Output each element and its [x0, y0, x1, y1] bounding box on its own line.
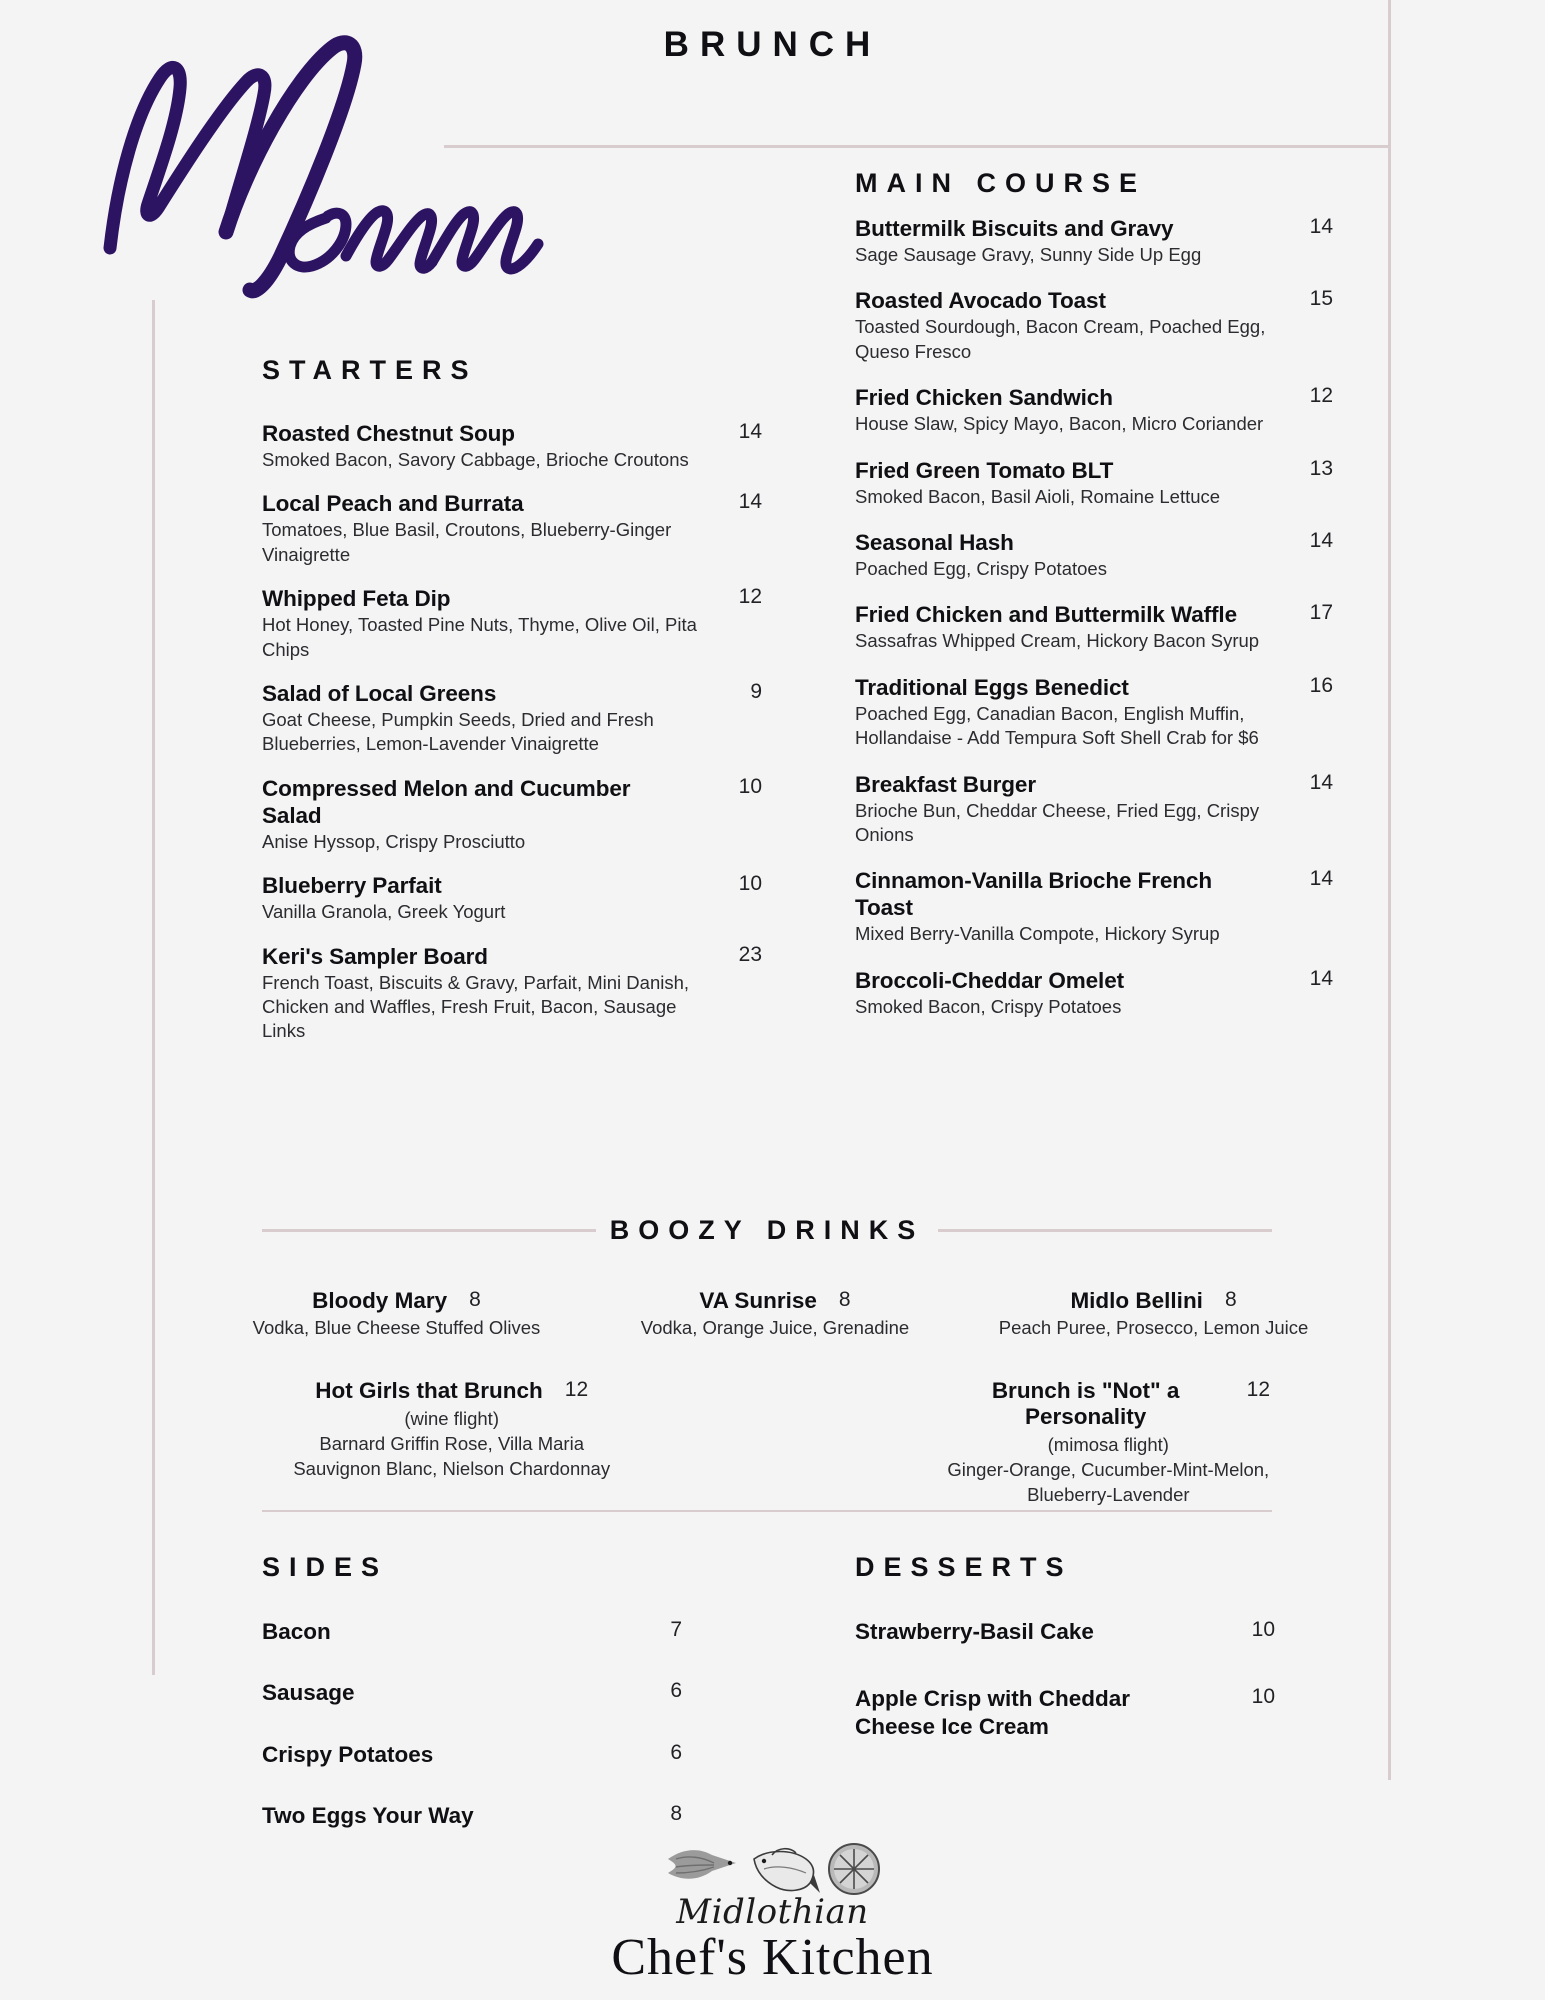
menu-item — [262, 943, 762, 1044]
menu-item-description: House Slaw, Spicy Mayo, Bacon, Micro Coriander — [855, 413, 1264, 435]
drink-name: VA Sunrise — [699, 1288, 817, 1313]
main-course-list — [855, 215, 1333, 1039]
page-border-left — [152, 300, 155, 1675]
menu-item — [855, 674, 1333, 751]
menu-item-row — [262, 775, 762, 829]
menu-item-price: 10 — [1251, 1685, 1275, 1709]
menu-item — [262, 1618, 682, 1645]
menu-item-price: 14 — [1309, 529, 1333, 553]
menu-script-logo — [40, 18, 660, 308]
page-title: BRUNCH — [663, 25, 882, 64]
menu-item-price: 14 — [1309, 966, 1333, 990]
menu-item-row — [262, 872, 762, 899]
menu-item-row — [262, 420, 762, 447]
menu-item-name: Cinnamon-Vanilla Brioche French Toast — [855, 868, 1212, 921]
menu-item-description: Poached Egg, Crispy Potatoes — [855, 558, 1107, 580]
menu-item-name: Roasted Chestnut Soup — [262, 421, 515, 446]
drink-price: 12 — [1246, 1378, 1270, 1401]
menu-item-description: Toasted Sourdough, Bacon Cream, Poached Egg, Queso Fresco — [855, 316, 1266, 362]
menu-item-price: 16 — [1309, 673, 1333, 697]
menu-item-price: 17 — [1309, 601, 1333, 625]
drink-name: Brunch is "Not" a Personality — [991, 1378, 1180, 1429]
menu-item-description: Brioche Bun, Cheddar Cheese, Fried Egg, Crispy Onions — [855, 799, 1260, 846]
section-heading-desserts: DESSERTS — [855, 1552, 1073, 1582]
menu-item-name: Salad of Local Greens — [262, 681, 497, 707]
drink-head — [290, 1378, 613, 1404]
menu-item-price: 14 — [738, 490, 762, 514]
menu-item-name: Buttermilk Biscuits and Gravy — [855, 216, 1174, 241]
drink-description: Vodka, Blue Cheese Stuffed Olives — [252, 1317, 541, 1338]
menu-item-name: Fried Chicken and Buttermilk Waffle — [855, 602, 1237, 628]
menu-item-name: Apple Crisp with Cheddar Cheese Ice Cream — [855, 1686, 1131, 1739]
menu-item-name: Local Peach and Burrata — [262, 491, 524, 517]
menu-item-price: 10 — [1251, 1618, 1275, 1641]
menu-item — [262, 1741, 682, 1768]
menu-item-price: 14 — [1309, 215, 1333, 238]
drink-description: Barnard Griffin Rose, Villa Maria Sauvignon Blanc, Nielson Chardonnay — [293, 1433, 611, 1479]
boozy-drinks-row-1 — [210, 1288, 1340, 1341]
desserts-list — [855, 1618, 1275, 1780]
menu-item-price: 12 — [1309, 384, 1333, 408]
boozy-drinks-row-2 — [290, 1378, 1270, 1508]
menu-item-name: Broccoli-Cheddar Omelet — [855, 967, 1125, 993]
menu-item — [855, 771, 1333, 848]
drink-price: 8 — [838, 1288, 851, 1311]
drink-price: 12 — [564, 1378, 589, 1401]
menu-item-name: Whipped Feta Dip — [262, 586, 451, 612]
menu-item-name: Breakfast Burger — [855, 771, 1036, 797]
menu-item-name: Two Eggs Your Way — [262, 1803, 474, 1829]
sides-desserts-divider-rule — [262, 1510, 1272, 1512]
drink-price: 8 — [469, 1288, 481, 1311]
menu-item-price: 15 — [1309, 287, 1333, 311]
boozy-rule-left — [262, 1229, 596, 1232]
menu-item-name: Seasonal Hash — [855, 530, 1014, 556]
menu-item-description: Mixed Berry-Vanilla Compote, Hickory Syrup — [855, 923, 1220, 945]
menu-item-row — [855, 529, 1333, 556]
menu-item-price: 14 — [1309, 867, 1333, 891]
menu-item — [262, 775, 762, 854]
menu-item-row — [855, 674, 1333, 701]
menu-item — [262, 490, 762, 567]
drink-head — [947, 1378, 1270, 1430]
menu-item-row — [262, 585, 762, 612]
menu-item-description: Sassafras Whipped Cream, Hickory Bacon Syrup — [855, 630, 1260, 652]
boozy-rule-right — [938, 1229, 1272, 1232]
drink-head — [967, 1288, 1340, 1314]
menu-item-description: Poached Egg, Canadian Bacon, English Muffin, Hollandaise - Add Tempura Soft Shell Crab for $6 — [855, 702, 1259, 749]
menu-item-price: 9 — [750, 680, 762, 704]
menu-item-price: 10 — [738, 872, 762, 896]
menu-item-name: Blueberry Parfait — [262, 873, 442, 899]
menu-item-price: 23 — [738, 942, 762, 966]
logo-main-text: Chef's Kitchen — [611, 1929, 934, 1986]
menu-item — [262, 872, 762, 924]
menu-item-row — [855, 287, 1333, 314]
menu-item-price: 13 — [1309, 456, 1333, 480]
menu-item — [855, 457, 1333, 509]
menu-item-row — [855, 601, 1333, 628]
page-border-right — [1388, 0, 1391, 1780]
menu-item — [855, 529, 1333, 581]
drink-item — [210, 1288, 583, 1341]
menu-item-name: Sausage — [262, 1680, 355, 1706]
menu-item-price: 14 — [1309, 770, 1333, 794]
menu-item — [855, 1618, 1275, 1645]
restaurant-logo — [0, 1840, 1545, 1987]
menu-item — [855, 287, 1333, 364]
menu-item — [855, 215, 1333, 267]
menu-item-name: Bacon — [262, 1619, 331, 1644]
section-heading-boozy-drinks: BOOZY DRINKS — [609, 1215, 925, 1245]
menu-item-description: Anise Hyssop, Crispy Prosciutto — [262, 830, 526, 852]
drink-head — [589, 1288, 962, 1314]
menu-item-row — [855, 215, 1333, 242]
menu-item-name: Fried Chicken Sandwich — [855, 385, 1113, 411]
menu-item-description: Smoked Bacon, Savory Cabbage, Brioche Croutons — [262, 449, 689, 470]
menu-item — [855, 867, 1333, 946]
section-heading-sides: SIDES — [262, 1552, 389, 1582]
menu-item — [262, 680, 762, 757]
menu-item-price: 12 — [738, 585, 762, 609]
menu-item-name: Roasted Avocado Toast — [855, 288, 1106, 314]
drink-name: Bloody Mary — [312, 1288, 448, 1313]
section-heading-main-course: MAIN COURSE — [855, 168, 1147, 198]
menu-item-description: Vanilla Granola, Greek Yogurt — [262, 901, 506, 923]
drink-description: Ginger-Orange, Cucumber-Mint-Melon, Blueberry-Lavender — [947, 1459, 1270, 1505]
menu-item-name: Compressed Melon and Cucumber Salad — [262, 775, 631, 828]
logo-script-text: Midlothian — [676, 1892, 869, 1932]
menu-item-description: Smoked Bacon, Crispy Potatoes — [855, 995, 1122, 1017]
boozy-drinks-band — [262, 1215, 1272, 1246]
menu-item — [262, 420, 762, 472]
menu-item — [262, 585, 762, 662]
menu-item-row — [262, 943, 762, 970]
drink-name: Hot Girls that Brunch — [315, 1378, 543, 1403]
drink-price: 8 — [1224, 1288, 1237, 1311]
drink-name: Midlo Bellini — [1070, 1288, 1203, 1313]
menu-item-name: Crispy Potatoes — [262, 1741, 434, 1767]
section-heading-starters: STARTERS — [262, 355, 478, 385]
drink-item — [947, 1378, 1270, 1508]
menu-item-row — [855, 457, 1333, 484]
menu-item-name: Fried Green Tomato BLT — [855, 457, 1114, 483]
menu-item-row — [262, 490, 762, 517]
menu-item — [855, 1685, 1275, 1740]
menu-item-description: Tomatoes, Blue Basil, Croutons, Blueberry-Ginger Vinaigrette — [262, 519, 672, 565]
drink-head — [210, 1288, 583, 1314]
menu-item-row — [855, 384, 1333, 411]
sides-list — [262, 1618, 682, 1864]
menu-item-price: 6 — [670, 1679, 682, 1703]
menu-item-row — [855, 771, 1333, 798]
menu-item — [855, 601, 1333, 653]
menu-item-description: Sage Sausage Gravy, Sunny Side Up Egg — [855, 244, 1202, 265]
starters-list — [262, 420, 762, 1062]
menu-item-price: 10 — [738, 774, 762, 798]
drink-description: Peach Puree, Prosecco, Lemon Juice — [998, 1317, 1309, 1338]
menu-item-row — [262, 680, 762, 707]
menu-item-price: 14 — [738, 420, 762, 443]
menu-item-name: Strawberry-Basil Cake — [855, 1619, 1094, 1644]
drink-item — [967, 1288, 1340, 1341]
menu-item-row — [855, 867, 1333, 921]
drink-description: Vodka, Orange Juice, Grenadine — [640, 1317, 910, 1338]
menu-item-price: 7 — [670, 1618, 682, 1641]
menu-item — [855, 967, 1333, 1019]
menu-item — [855, 384, 1333, 436]
menu-item-price: 6 — [670, 1740, 682, 1764]
menu-item — [262, 1679, 682, 1706]
menu-item-description: Goat Cheese, Pumpkin Seeds, Dried and Fresh Blueberries, Lemon-Lavender Vinaigrette — [262, 709, 654, 755]
menu-item-price: 8 — [670, 1802, 682, 1826]
menu-item-description: Smoked Bacon, Basil Aioli, Romaine Lettuce — [855, 485, 1221, 507]
menu-item-name: Keri's Sampler Board — [262, 943, 488, 969]
drink-subtitle: (wine flight) — [404, 1408, 499, 1429]
drink-item — [589, 1288, 962, 1341]
menu-item — [262, 1802, 682, 1829]
menu-item-description: Hot Honey, Toasted Pine Nuts, Thyme, Olive Oil, Pita Chips — [262, 614, 697, 660]
menu-item-description: French Toast, Biscuits & Gravy, Parfait, Mini Danish, Chicken and Waffles, Fresh Fruit, Bacon, Sausage Links — [262, 971, 690, 1042]
menu-item-name: Traditional Eggs Benedict — [855, 674, 1129, 700]
drink-item — [290, 1378, 613, 1508]
menu-item-row — [855, 967, 1333, 994]
drink-subtitle: (mimosa flight) — [1047, 1434, 1169, 1455]
